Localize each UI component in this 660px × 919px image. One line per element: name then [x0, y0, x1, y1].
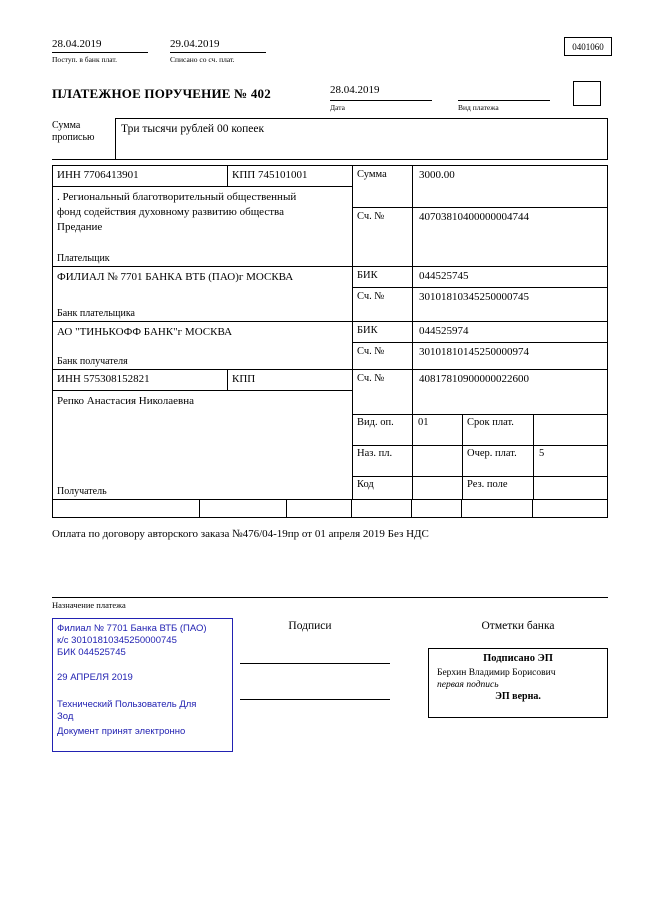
payer-left	[53, 166, 352, 266]
sum-row	[353, 166, 607, 208]
payer-account-label: Сч. №	[353, 208, 413, 266]
payer-account-row	[353, 208, 607, 266]
naz-pl-row	[353, 446, 607, 477]
payer-bank-account: 30101810345250000745	[419, 291, 529, 303]
bank-stamp	[52, 618, 233, 752]
form-code: 0401060	[572, 41, 604, 52]
payee-right	[352, 370, 607, 499]
payee-bank-bik-row	[353, 322, 607, 343]
debited-date-label: Списано со сч. плат.	[170, 55, 235, 64]
grid-cell	[286, 500, 351, 517]
vid-op-label: Вид. оп.	[353, 415, 413, 445]
naz-pl-label: Наз. пл.	[353, 446, 413, 476]
payee-kpp-label: КПП	[232, 373, 256, 385]
payee-bank-bik-label: БИК	[353, 322, 413, 342]
payer-bank-bik-row	[353, 267, 607, 288]
payee-account-row	[353, 370, 607, 415]
amount-words-row	[52, 118, 608, 160]
payee-bank-section	[53, 321, 607, 369]
payer-label: Плательщик	[57, 253, 110, 264]
payee-bank-name: АО "ТИНЬКОФФ БАНК"г МОСКВА	[57, 326, 233, 338]
payer-bank-label: Банк плательщика	[57, 308, 135, 319]
signature-line	[240, 699, 390, 700]
payee-bank-account: 30101810145250000974	[419, 346, 529, 358]
kod-label: Код	[353, 477, 413, 499]
payee-bank-bik: 044525974	[419, 325, 469, 337]
payer-bank-name: ФИЛИАЛ № 7701 БАНКА ВТБ (ПАО)г МОСКВА	[57, 271, 294, 283]
payee-name: Репко Анастасия Николаевна	[57, 395, 194, 407]
payee-bank-left	[53, 322, 352, 369]
grid-cell	[532, 500, 607, 517]
purpose-label: Назначение платежа	[52, 600, 126, 610]
vid-op-value: 01	[413, 415, 463, 445]
bank-stamp-line-3: БИК 044525745	[57, 647, 126, 658]
bank-stamp-line-1: Филиал № 7701 Банка ВТБ (ПАО)	[57, 623, 207, 634]
payee-bank-account-row	[353, 343, 607, 369]
rez-pole-value	[534, 477, 607, 499]
payer-inn-kpp-row	[53, 166, 352, 187]
naz-pl-value	[413, 446, 463, 476]
ep-stamp-name: Берхин Владимир Борисович	[437, 668, 556, 678]
ep-stamp-title: Подписано ЭП	[483, 653, 553, 664]
received-date-block	[52, 38, 148, 64]
payer-bank-bik-label: БИК	[353, 267, 413, 287]
kod-row	[353, 477, 607, 499]
bank-stamp-user: Технический Пользователь Для Зод	[57, 699, 197, 722]
payer-bank-right	[352, 267, 607, 321]
srok-plat-label: Срок плат.	[463, 415, 534, 445]
payer-section	[53, 166, 607, 266]
payee-bank-label: Банк получателя	[57, 356, 128, 367]
rez-pole-label: Рез. поле	[463, 477, 534, 499]
payer-name: . Региональный благотворительный общественный фонд содействия духовному развитию общества Предание	[57, 191, 297, 233]
payer-kpp: КПП 745101001	[232, 169, 308, 181]
grid-cell	[199, 500, 286, 517]
document-date-label: Дата	[330, 103, 345, 112]
purpose-text: Оплата по договору авторского заказа №476/04-19пр от 01 апреля 2019 Без НДС	[52, 528, 429, 540]
payee-inn: ИНН 575308152821	[53, 370, 228, 390]
signatures-label: Подписи	[288, 620, 332, 632]
sum-value: 3000.00	[419, 169, 455, 181]
payer-bank-account-label: Сч. №	[353, 288, 413, 321]
signature-line	[240, 663, 390, 664]
payee-left	[53, 370, 352, 499]
bank-marks-label: Отметки банка	[481, 620, 555, 632]
srok-plat-value	[534, 415, 607, 445]
document-title: ПЛАТЕЖНОЕ ПОРУЧЕНИЕ № 402	[52, 86, 271, 101]
payment-type-block	[458, 84, 550, 112]
received-date: 28.04.2019	[52, 38, 148, 53]
payee-account: 40817810900000022600	[419, 373, 529, 385]
document-date-block	[330, 84, 432, 112]
sum-label: Сумма	[353, 166, 413, 207]
bank-stamp-date: 29 АПРЕЛЯ 2019	[57, 672, 133, 683]
payer-bank-section	[53, 266, 607, 321]
payment-type-underline	[458, 84, 550, 101]
payment-type-box	[573, 81, 601, 106]
form-code-box	[564, 37, 612, 56]
ocher-plat-value: 5	[539, 448, 545, 459]
kod-value	[413, 477, 463, 499]
grid-cell	[351, 500, 411, 517]
payee-bank-account-label: Сч. №	[353, 343, 413, 369]
payer-bank-left	[53, 267, 352, 321]
bottom-grid-strip	[53, 499, 607, 517]
payment-table	[52, 165, 608, 518]
payer-inn: ИНН 7706413901	[53, 166, 228, 186]
grid-cell	[461, 500, 532, 517]
bank-stamp-line-2: к/с 30101810345250000745	[57, 635, 177, 646]
ep-stamp-verdict: ЭП верна.	[495, 691, 541, 702]
debited-date-block	[170, 38, 266, 64]
grid-cell	[411, 500, 461, 517]
payee-label: Получатель	[57, 486, 107, 497]
payer-right	[352, 166, 607, 266]
payment-type-label: Вид платежа	[458, 103, 499, 112]
ep-stamp-note: первая подпись	[437, 680, 499, 690]
payee-section	[53, 369, 607, 499]
payee-account-label: Сч. №	[353, 370, 413, 414]
ep-stamp	[428, 648, 608, 718]
payer-bank-account-row	[353, 288, 607, 321]
payer-bank-bik: 044525745	[419, 270, 469, 282]
document-date: 28.04.2019	[330, 84, 432, 101]
payee-bank-right	[352, 322, 607, 369]
payee-inn-kpp-row	[53, 370, 352, 391]
amount-words-label: Сумма прописью	[52, 120, 95, 143]
grid-cell	[53, 500, 199, 517]
ocher-plat-label: Очер. плат.	[463, 446, 534, 476]
debited-date: 29.04.2019	[170, 38, 266, 53]
purpose-underline	[52, 597, 608, 610]
received-date-label: Поступ. в банк плат.	[52, 55, 117, 64]
bank-stamp-accepted: Документ принят электронно	[57, 726, 186, 737]
payer-account: 40703810400000004744	[419, 211, 529, 223]
amount-words-value: Три тысячи рублей 00 копеек	[115, 118, 608, 159]
vid-op-row	[353, 415, 607, 446]
